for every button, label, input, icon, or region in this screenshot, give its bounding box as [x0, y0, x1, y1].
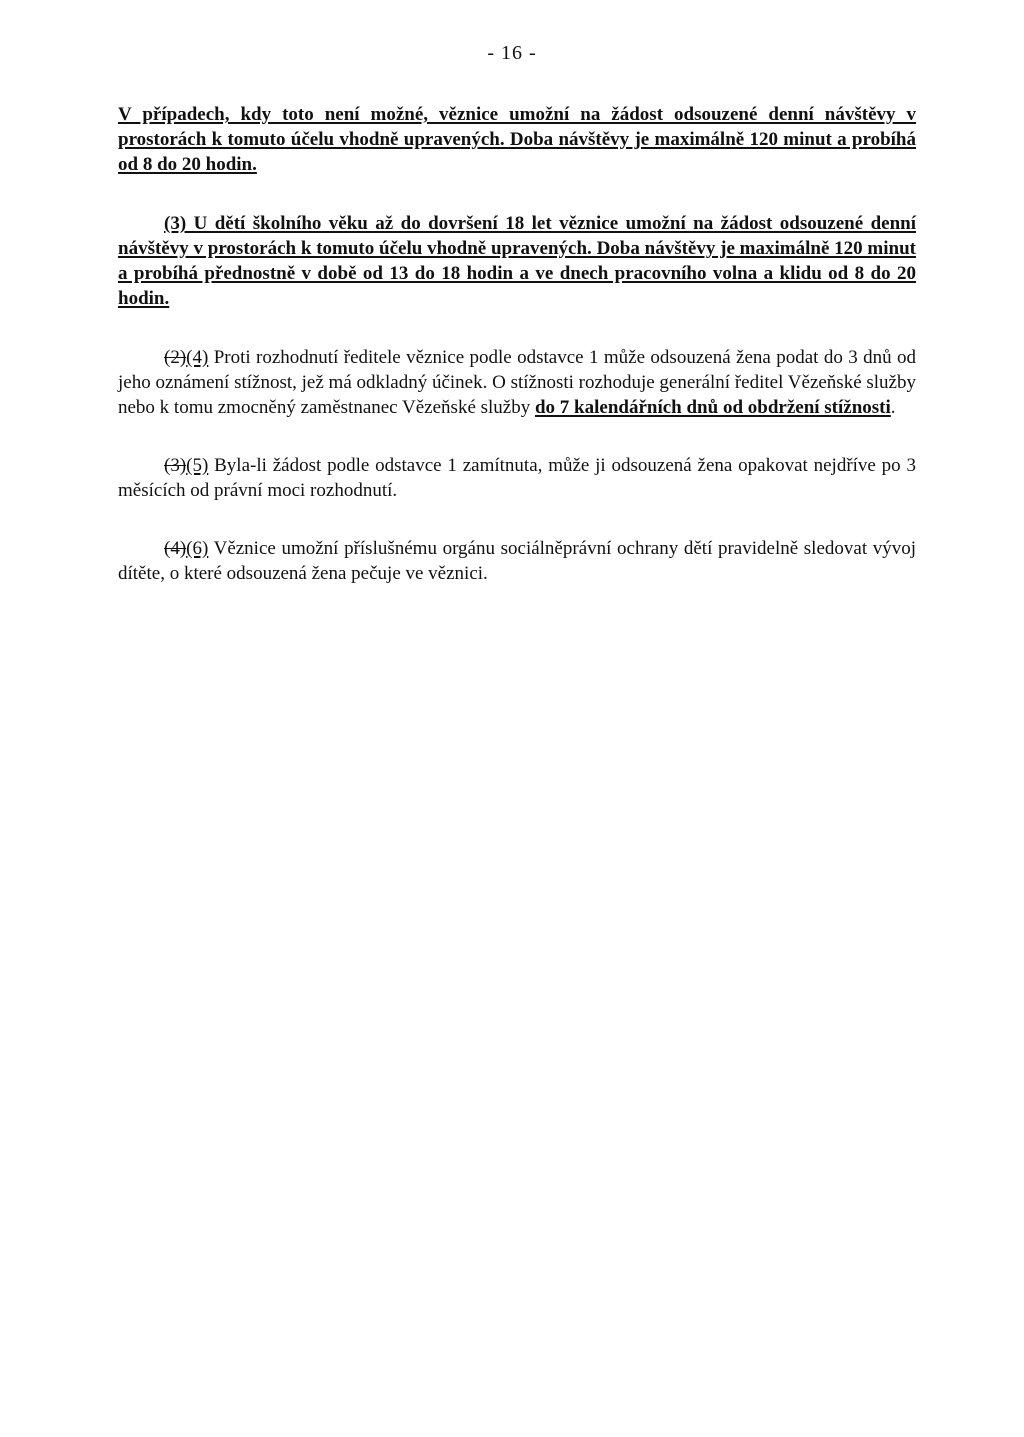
paragraph-5-repeat-request [118, 453, 916, 503]
inserted-number: (4) [186, 347, 209, 368]
deleted-number: (2) [164, 347, 187, 368]
inserted-number: (6) [186, 538, 209, 559]
paragraph-4-complaint [118, 345, 916, 420]
paragraph-inserted-visits [118, 102, 916, 177]
paragraph-text-end: . [890, 397, 896, 418]
paragraph-text: Věznice umožní příslušnému orgánu sociálněprávní ochrany dětí pravidelně sledovat vývoj dítěte, o které odsouzená žena pečuje ve věznici. [118, 538, 916, 584]
inserted-deadline: do 7 kalendářních dnů od obdržení stížnosti [534, 397, 891, 418]
deleted-number: (3) [164, 455, 187, 476]
paragraph-3-school-age-children [118, 211, 916, 311]
deleted-number: (4) [164, 538, 187, 559]
paragraph-text: Proti rozhodnutí ředitele věznice podle odstavce 1 může odsouzená žena podat do 3 dnů od jeho oznámení stížnost, jež má odkladný účinek. O stížnosti rozhoduje generální ředitel Vězeňské služby nebo k tomu zmocněný zaměstnanec Vězeňské služby [118, 347, 916, 418]
paragraph-text: (3) U dětí školního věku až do dovršení 18 let věznice umožní na žádost odsouzené denní návštěvy v prostorách k tomuto účelu vhodně upravených. Doba návštěvy je maximálně 120 minut a probíhá přednostně v době od 13 do 18 hodin a ve dnech pracovního volna a klidu od 8 do 20 hodin. [118, 213, 916, 309]
paragraph-6-child-monitoring [118, 536, 916, 586]
paragraph-text: Byla-li žádost podle odstavce 1 zamítnuta, může ji odsouzená žena opakovat nejdříve po 3 měsících od právní moci rozhodnutí. [118, 455, 916, 501]
inserted-number: (5) [186, 455, 209, 476]
page-number: - 16 - [487, 42, 537, 64]
document-body [118, 102, 916, 586]
paragraph-text: V případech, kdy toto není možné, věznice umožní na žádost odsouzené denní návštěvy v prostorách k tomuto účelu vhodně upravených. Doba návštěvy je maximálně 120 minut a probíhá od 8 do 20 hodin. [118, 104, 916, 175]
